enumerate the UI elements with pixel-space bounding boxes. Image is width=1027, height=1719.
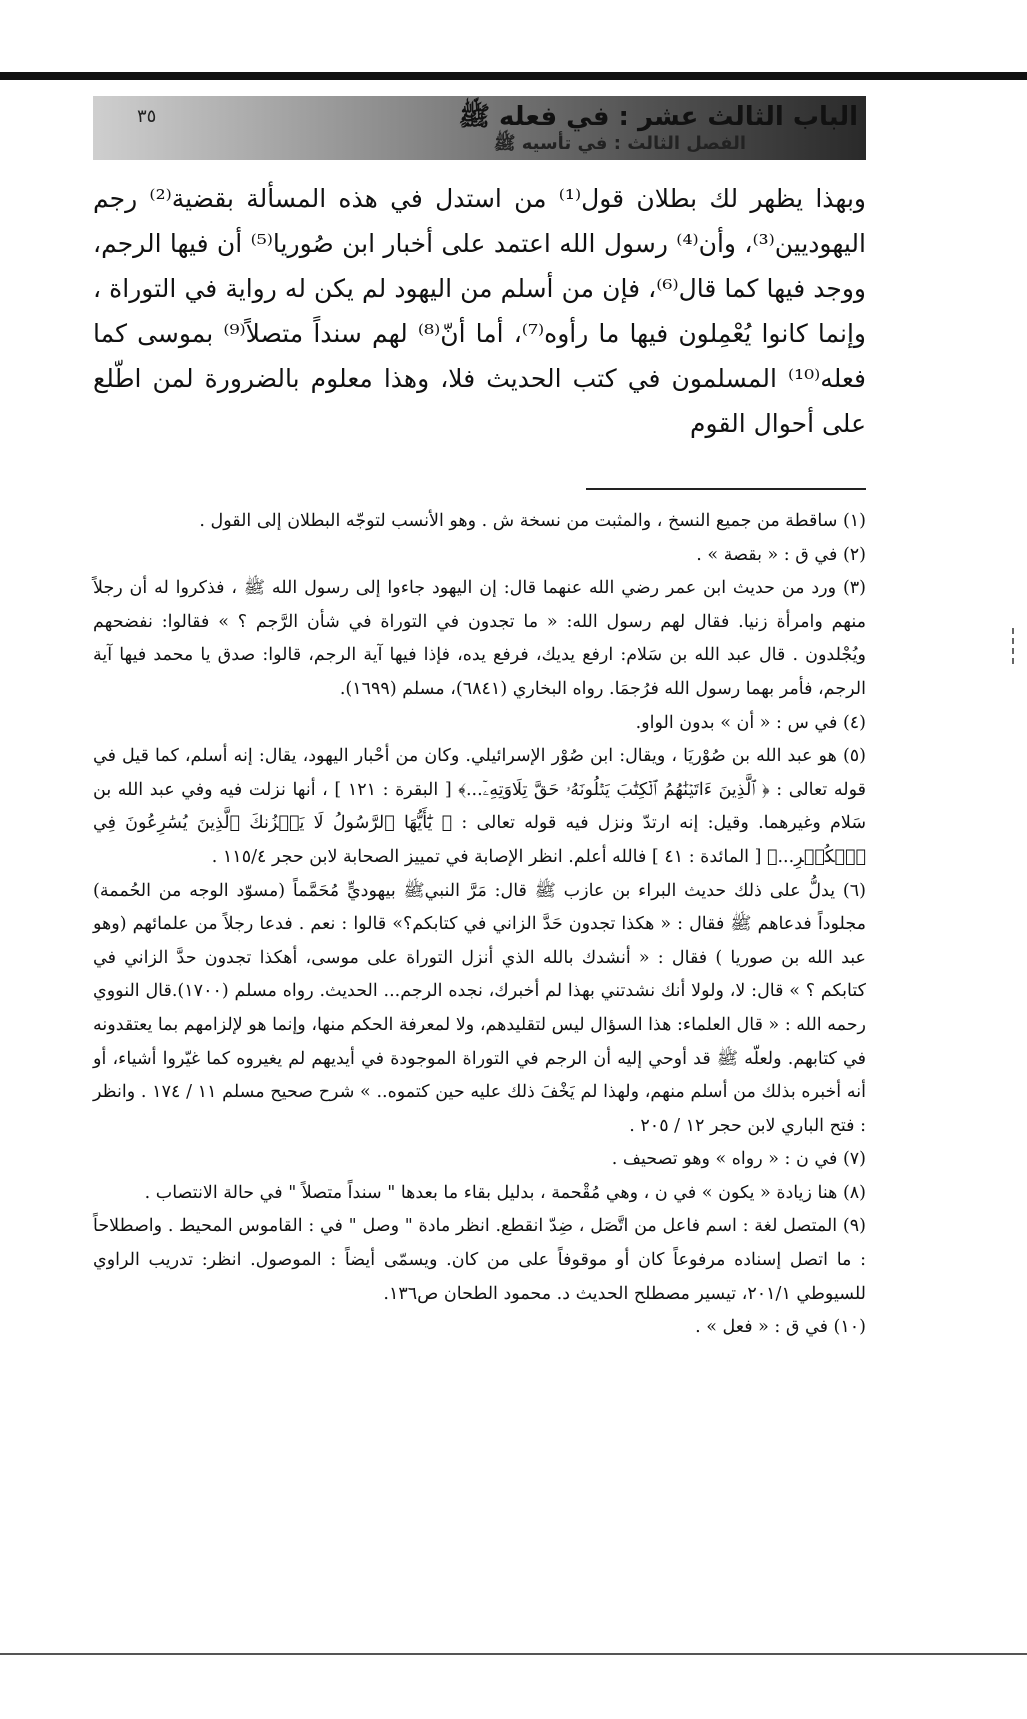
footnote-10 xyxy=(93,1311,866,1345)
footnote-text: في ن : « رواه » وهو تصحيف . xyxy=(611,1149,838,1170)
footnote-number: (١٠) xyxy=(833,1317,866,1338)
footnote-text: في س : « أن » بدون الواو. xyxy=(635,712,838,733)
footnote-2 xyxy=(93,539,866,573)
footnote-number: (٣) xyxy=(842,578,866,599)
footnote-separator xyxy=(586,488,866,490)
footnote-number: (٩) xyxy=(842,1216,866,1237)
running-header xyxy=(93,96,866,160)
footnote-number: (٦) xyxy=(842,880,866,901)
footnote-number: (١) xyxy=(842,511,866,531)
page-number: ٣٥ xyxy=(137,106,157,127)
footnote-9 xyxy=(93,1210,866,1311)
footnote-text: هو عبد الله بن صُوْريَا ، ويقال: ابن صُوْر الإسرائيلي. وكان من أحْبار اليهود، يقال: إنه أسلم، كما قيل في قوله تعالى : ﴿ ٱلَّذِينَ ءَاتَيۡنَٰهُمُ ٱلۡكِتَٰبَ يَتۡلُونَهُۥ حَقَّ تِلَاوَتِهِۦٓ...﴾ [ البقرة : ١٢١ ] ، أنها نزلت فيه وفي عبد الله بن سَلام وغيرهما. وقيل: إنه ارتدّ ونزل فيه قوله تعالى : ﴿ يَٰٓأَيُّهَا ٱلرَّسُولُ لَا يَحۡزُنكَ ٱلَّذِينَ يُسَٰرِعُونَ فِي ٱلۡكُفۡرِ...﴾ [ المائدة : ٤١ ] فالله أعلم. انظر الإصابة في تمييز الصحابة لابن حجر ١١٥/٤ . xyxy=(93,746,866,867)
footnote-1 xyxy=(93,505,866,539)
footnote-8 xyxy=(93,1177,866,1211)
footnote-number: (٨) xyxy=(842,1182,866,1203)
main-paragraph: وبهذا يظهر لك بطلان قول⁽¹⁾ من استدل في هذه المسألة بقضية⁽²⁾ رجم اليهوديين⁽³⁾، وأن⁽⁴⁾ رسول الله اعتمد على أخبار ابن صُوريا⁽⁵⁾ أن فيها الرجم، ووجد فيها كما قال⁽⁶⁾، فإن من أسلم من اليهود لم يكن له رواية في التوراة ، وإنما كانوا يُعْمِلون فيها ما رأوه⁽⁷⁾، أما أنّ⁽⁸⁾ لهم سنداً متصلاً⁽⁹⁾ بموسى كما فعله⁽¹⁰⁾ المسلمون في كتب الحديث فلا، وهذا معلوم بالضرورة لمن اطّلع على أحوال القوم xyxy=(93,184,866,438)
footnote-number: (٢) xyxy=(842,544,866,565)
footnote-text: ساقطة من جميع النسخ ، والمثبت من نسخة ش . وهو الأنسب لتوجّه البطلان إلى القول . xyxy=(199,511,838,531)
footnote-text: في ق : « فعل » . xyxy=(695,1317,828,1338)
footnote-6 xyxy=(93,875,866,1144)
footnote-text: يدلُّ على ذلك حديث البراء بن عازب ﷺ قال: مَرَّ النبيﷺ بيهوديٍّ مُحَمَّماً (مسوّد الوجه من الحُممة) مجلوداً فدعاهم ﷺ فقال : « هكذا تجدون حَدَّ الزاني في كتابكم؟» قالوا : نعم . فدعا رجلاً من علمائهم (وهو عبد الله بن صوريا ) فقال : « أنشدك بالله الذي أنزل التوراة على موسى، أهكذا تجدون حدَّ الزاني في كتابكم ؟ » قال: لا، ولولا أنك نشدتني بهذا لم أخبرك، نجده الرجم... الحديث. رواه مسلم (١٧٠٠).قال النووي رحمه الله : « قال العلماء: هذا السؤال ليس لتقليدهم، ولا لمعرفة الحكم منها، وإنما هو لإلزامهم بما يعتقدونه في كتابهم. ولعلّه ﷺ قد أوحي إليه أن الرجم في التوراة الموجودة في أيديهم لم يغيروه كما غيّروا أشياء، أو أنه أخبره بذلك من أسلم منهم، ولهذا لم يَخْفَ ذلك عليه حين كتموه.. » شرح صحيح مسلم ١١ / ١٧٤ . وانظر : فتح الباري لابن حجر ١٢ / ٢٠٥ . xyxy=(93,880,867,1136)
main-text xyxy=(93,176,866,446)
footnote-number: (٥) xyxy=(842,746,866,767)
footnote-number: (٤) xyxy=(842,712,866,733)
footnote-3 xyxy=(93,572,866,706)
footnote-4 xyxy=(93,707,866,741)
section-subtitle: الفصل الثالث : في تأسيه ﷺ xyxy=(493,133,746,154)
footnote-7 xyxy=(93,1143,866,1177)
chapter-title: الباب الثالث عشر : في فعله ﷺ xyxy=(458,102,858,132)
footnotes xyxy=(93,505,866,1345)
footnote-text: هنا زيادة « يكون » في ن ، وهي مُقْحمة ، بدليل بقاء ما بعدها " سنداً متصلاً " في حالة الانتصاب . xyxy=(144,1182,838,1203)
footnote-text: المتصل لغة : اسم فاعل من اتَّصَل ، ضِدّ انقطع. انظر مادة " وصل " في : القاموس المحيط . واصطلاحاً : ما اتصل إسناده مرفوعاً كان أو موقوفاً على من كان. ويسمّى أيضاً : الموصول. انظر: تدريب الراوي للسيوطي ٢٠١/١، تيسير مصطلح الحديث د. محمود الطحان ص١٣٦. xyxy=(93,1216,866,1304)
footnote-text: ورد من حديث ابن عمر رضي الله عنهما قال: إن اليهود جاءوا إلى رسول الله ﷺ ، فذكروا له أن رجلاً منهم وامرأة زنيا. فقال لهم رسول الله: « ما تجدون في التوراة في شأن الرَّجم ؟ » فقالوا: نفضحهم ويُجْلدون . قال عبد الله بن سَلام: ارفع يديك، فرفع يده، فإذا فيها آية الرجم، قالوا: صدق يا محمد فيها آية الرجم، فأمر بهما رسول الله فرُجمَا. رواه البخاري (٦٨٤١)، مسلم (١٦٩٩). xyxy=(93,578,866,699)
scan-edge-mark xyxy=(1012,628,1017,664)
top-rule xyxy=(0,72,1027,80)
footnote-text: في ق : « بقصة » . xyxy=(696,544,838,565)
bottom-rule xyxy=(0,1653,1027,1655)
footnote-number: (٧) xyxy=(842,1149,866,1170)
footnote-5 xyxy=(93,740,866,874)
